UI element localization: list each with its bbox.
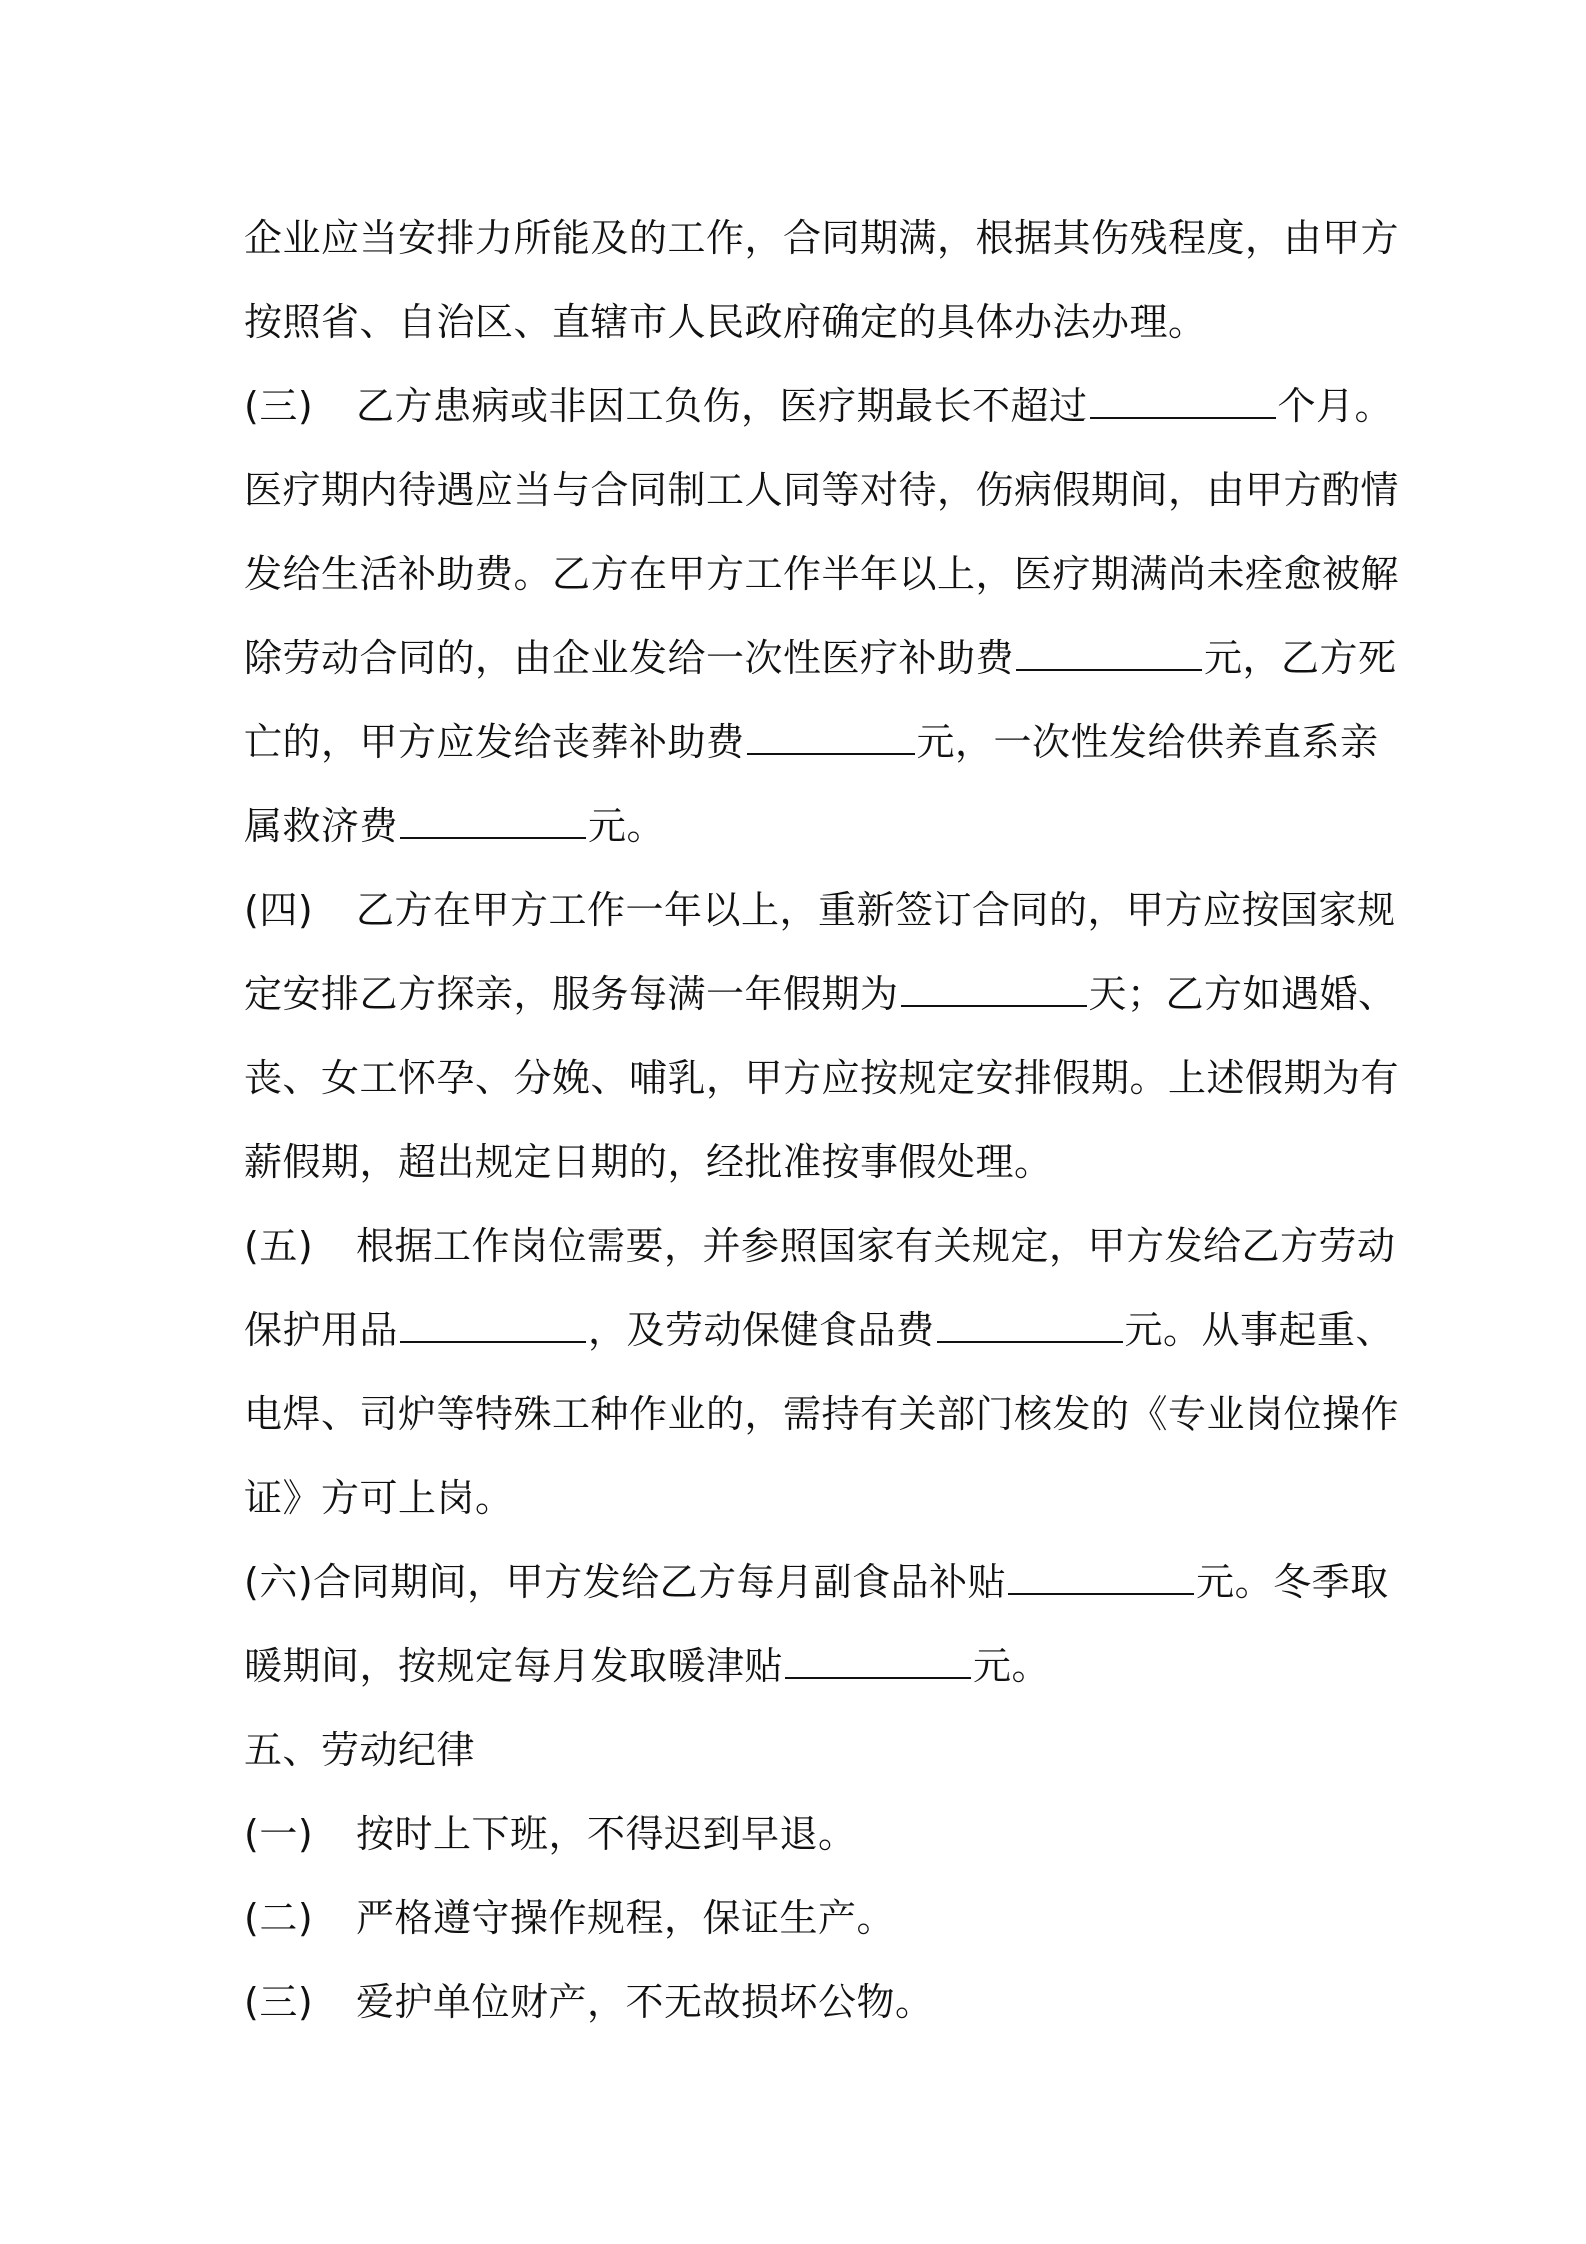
text-line: [244, 448, 1400, 532]
text-line: [244, 700, 1379, 784]
text-line: [244, 1456, 1358, 1540]
clause-number: (三): [244, 1980, 314, 2024]
line-text: 发给生活补助费。乙方在甲方工作半年以上，医疗期满尚未痊愈被解: [244, 552, 1400, 596]
document-body: [244, 196, 1400, 2044]
clause-protective-equipment: [244, 1204, 1396, 1288]
fill-blank: [1016, 639, 1202, 671]
clause-number: (五): [244, 1224, 314, 1268]
line-text: 元，乙方死: [1204, 636, 1397, 680]
line-text: ，及劳动保健食品费: [588, 1308, 935, 1352]
line-text: 爱护单位财产，不无故损坏公物。: [356, 1980, 934, 2024]
line-text: 证》方可上岗。: [244, 1476, 514, 1520]
line-text: 元。: [973, 1644, 1051, 1688]
text-line: [244, 952, 1397, 1036]
text-line: [244, 1036, 1400, 1120]
line-text: 乙方患病或非因工负伤，医疗期最长不超过: [356, 384, 1088, 428]
line-text: 元。: [588, 804, 666, 848]
text-line: [244, 1120, 1358, 1204]
clause-medical-period: [244, 364, 1394, 448]
line-text: 天；乙方如遇婚、: [1088, 972, 1397, 1016]
fill-blank: [937, 1311, 1123, 1343]
text-line: [244, 784, 1358, 868]
text-line: [244, 1372, 1400, 1456]
fill-blank: [785, 1647, 971, 1679]
fill-blank: [747, 723, 915, 755]
line-text: 元。冬季取: [1196, 1560, 1389, 1604]
clause-number: (一): [244, 1812, 314, 1856]
fill-blank: [1090, 387, 1276, 419]
text-line: [244, 616, 1397, 700]
line-text: 个月。: [1277, 384, 1394, 428]
fill-blank: [400, 807, 586, 839]
line-text: 企业应当安排力所能及的工作，合同期满，根据其伤残程度，由甲方: [244, 216, 1400, 260]
text-line: [244, 532, 1400, 616]
clause-operating-rules: [244, 1876, 1358, 1960]
section-heading: [244, 1708, 1358, 1792]
clause-number: (三): [244, 384, 314, 428]
text-line: [244, 1288, 1395, 1372]
clause-number: (六): [244, 1560, 314, 1604]
clause-property-care: [244, 1960, 1358, 2044]
line-text: 元。从事起重、: [1124, 1308, 1395, 1352]
line-text: 保护用品: [244, 1308, 399, 1352]
line-text: 除劳动合同的，由企业发给一次性医疗补助费: [244, 636, 1015, 680]
fill-blank: [901, 975, 1087, 1007]
heading-text: 五、劳动纪律: [244, 1728, 476, 1772]
line-text: 按时上下班，不得迟到早退。: [356, 1812, 857, 1856]
text-line: [244, 1624, 1358, 1708]
line-text: 薪假期，超出规定日期的，经批准按事假处理。: [244, 1140, 1053, 1184]
text-line: [244, 196, 1400, 280]
clause-punctuality: [244, 1792, 1358, 1876]
clause-number: (二): [244, 1896, 314, 1940]
line-text: 医疗期内待遇应当与合同制工人同等对待，伤病假期间，由甲方酌情: [244, 468, 1400, 512]
line-text: 电焊、司炉等特殊工种作业的，需持有关部门核发的《专业岗位操作: [244, 1392, 1400, 1436]
clause-food-subsidy: [244, 1540, 1389, 1624]
line-text: 属救济费: [244, 804, 399, 848]
clause-number: (四): [244, 888, 314, 932]
line-text: 定安排乙方探亲，服务每满一年假期为: [244, 972, 899, 1016]
line-text: 严格遵守操作规程，保证生产。: [356, 1896, 896, 1940]
line-text: 亡的，甲方应发给丧葬补助费: [244, 720, 745, 764]
line-text: 乙方在甲方工作一年以上，重新签订合同的，甲方应按国家规: [356, 888, 1396, 932]
line-text: 元，一次性发给供养直系亲: [916, 720, 1379, 764]
line-text: 丧、女工怀孕、分娩、哺乳，甲方应按规定安排假期。上述假期为有: [244, 1056, 1400, 1100]
clause-home-leave: [244, 868, 1396, 952]
line-text: 暖期间，按规定每月发取暖津贴: [244, 1644, 784, 1688]
line-text: 按照省、自治区、直辖市人民政府确定的具体办法办理。: [244, 300, 1207, 344]
fill-blank: [1008, 1563, 1194, 1595]
fill-blank: [400, 1311, 586, 1343]
text-line: [244, 280, 1358, 364]
line-text: 合同期间，甲方发给乙方每月副食品补贴: [313, 1560, 1007, 1604]
line-text: 根据工作岗位需要，并参照国家有关规定，甲方发给乙方劳动: [356, 1224, 1396, 1268]
